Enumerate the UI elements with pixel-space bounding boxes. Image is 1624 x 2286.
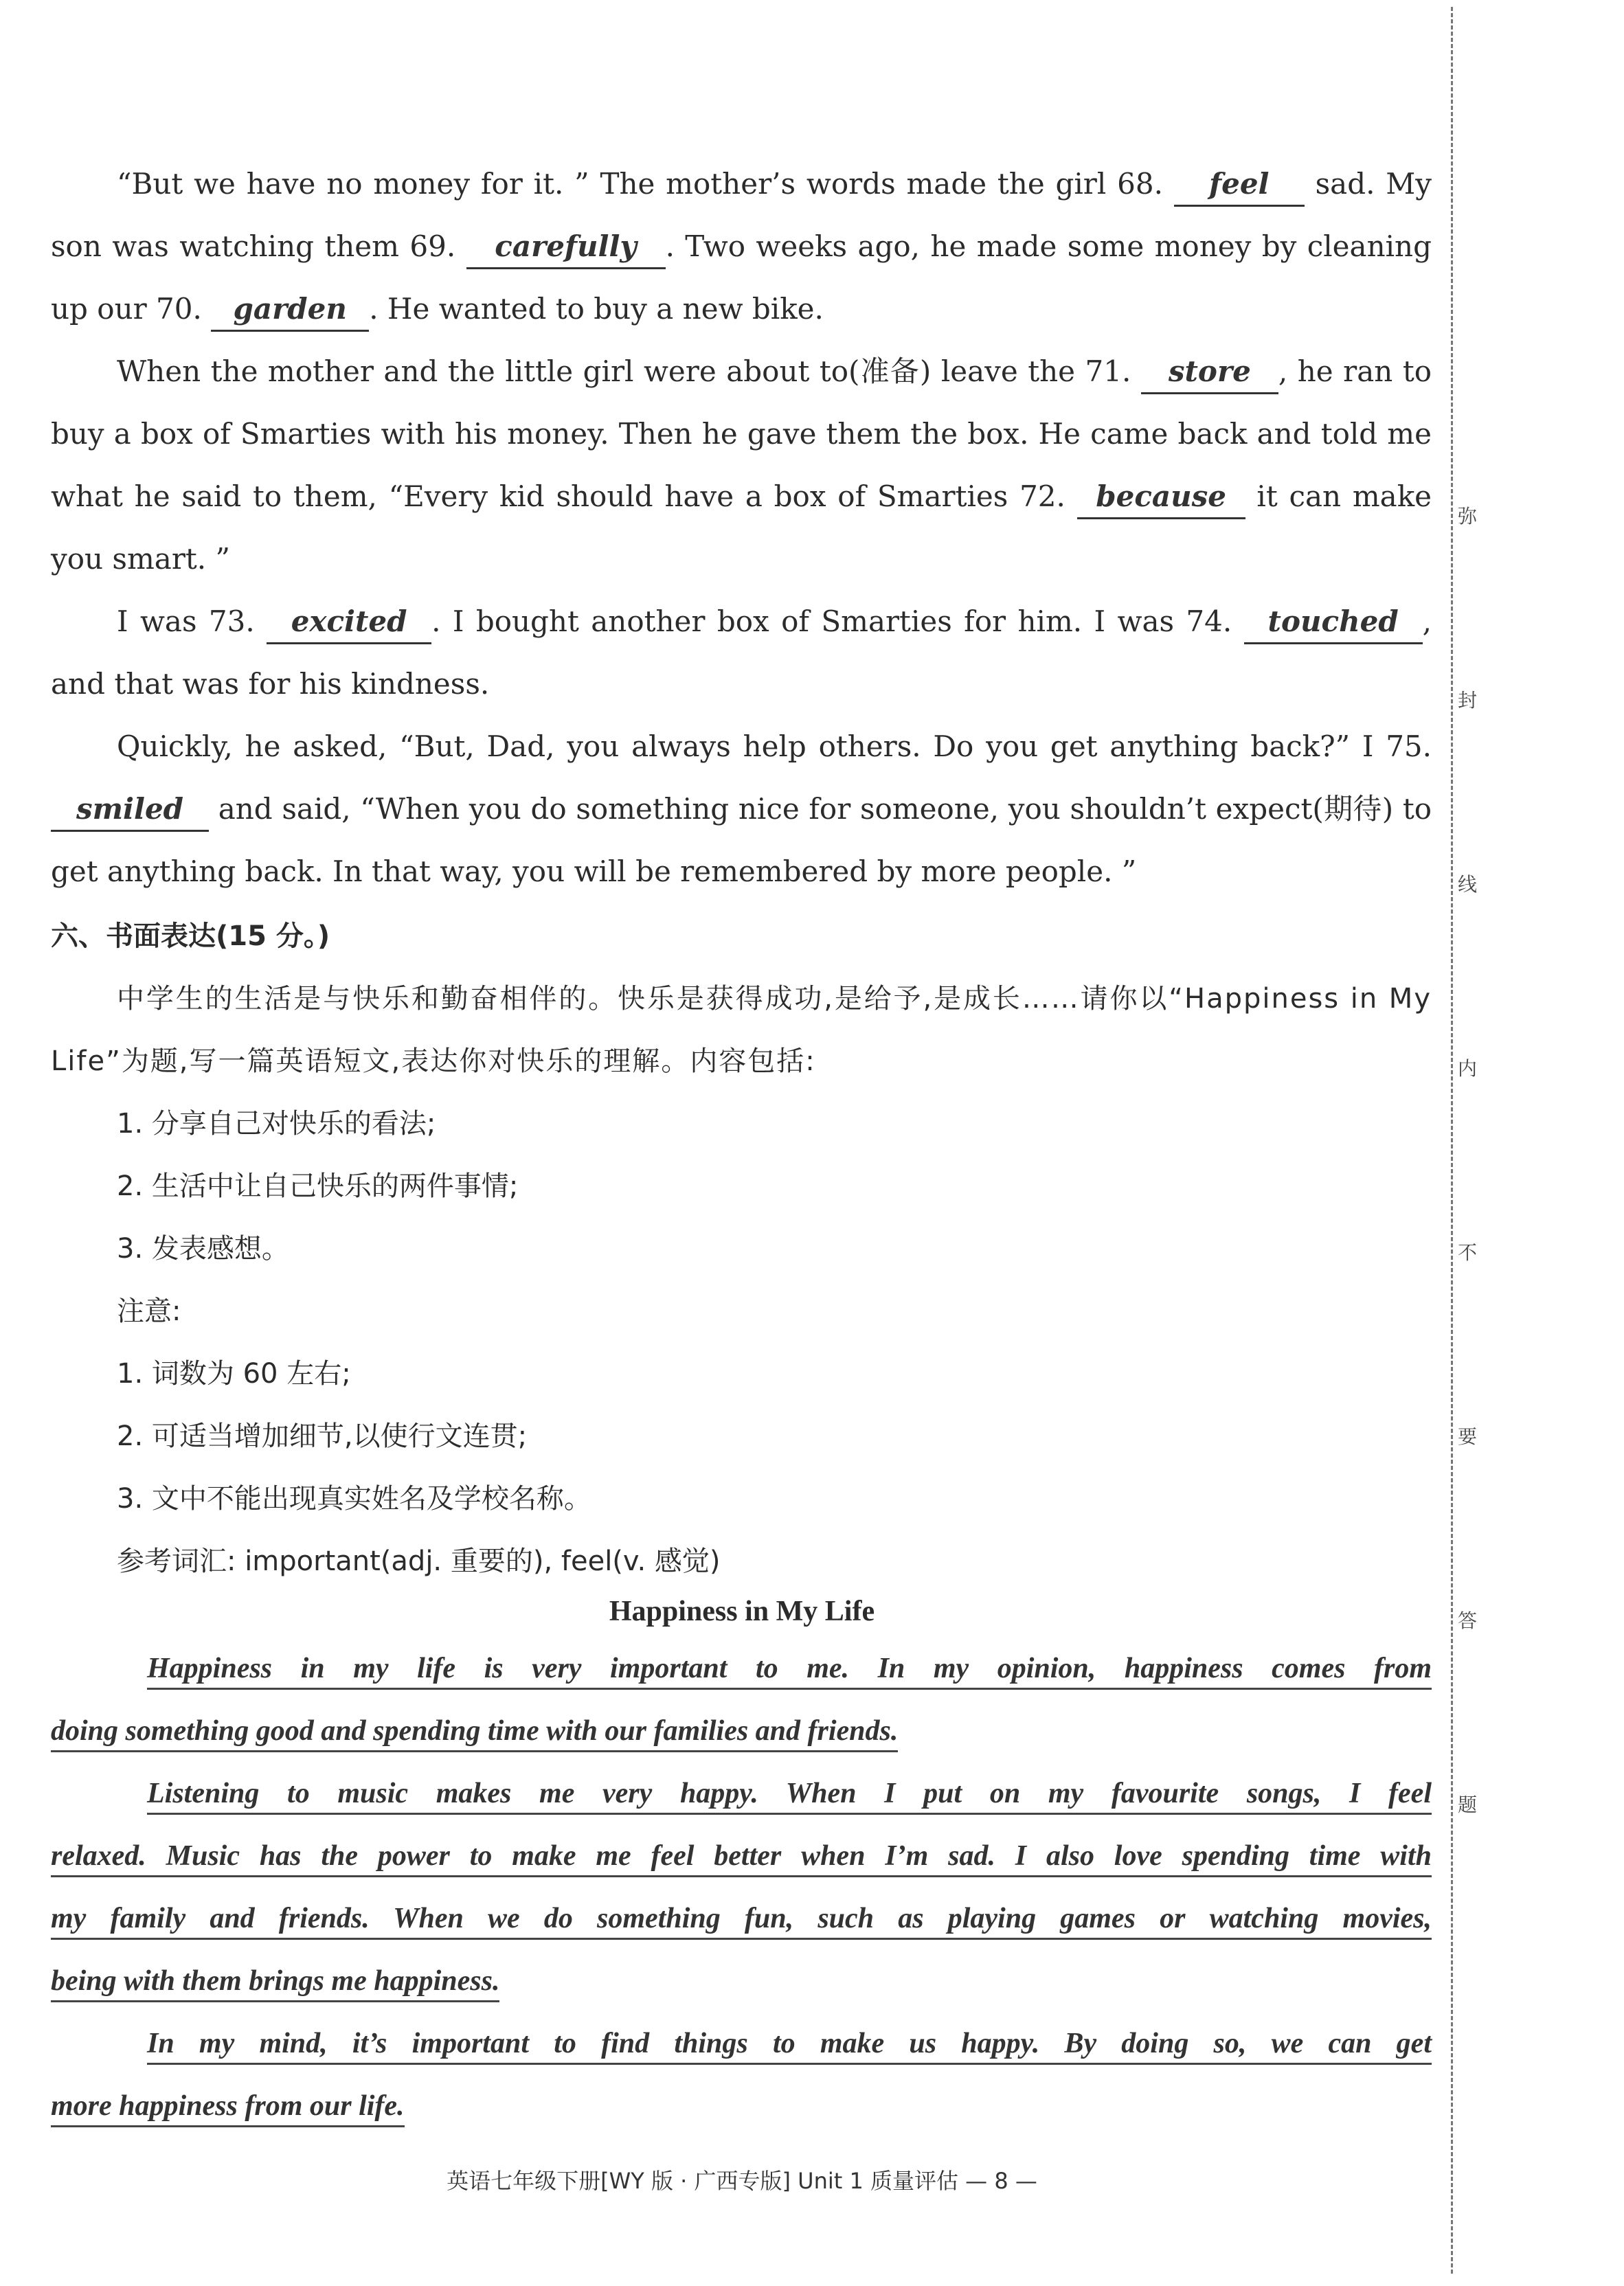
- content-point: 2. 生活中让自己快乐的两件事情;: [117, 1170, 519, 1202]
- answer-blank-75[interactable]: smiled: [51, 789, 209, 832]
- answer-blank-72[interactable]: because: [1077, 476, 1245, 519]
- answer-blank-69[interactable]: carefully: [466, 226, 666, 269]
- essay-line: my family and friends. When we do something fun, such as playing games or watching movies,: [51, 1902, 1432, 1965]
- passage-paragraph: I was 73. excited . I bought another box of Smarties for him. I was 74. touched , and that was for his kindness.: [51, 590, 1432, 715]
- essay-title: Happiness in My Life: [609, 1596, 875, 1627]
- content-point: 3. 发表感想。: [117, 1233, 289, 1265]
- binding-char: 不: [1458, 1241, 1478, 1264]
- binding-char: 弥: [1458, 505, 1478, 528]
- answer-blank-71[interactable]: store: [1141, 351, 1278, 394]
- notes-title: 注意:: [117, 1295, 181, 1327]
- section-title: 六、书面表达(15 分。): [51, 920, 330, 952]
- binding-char: 答: [1458, 1609, 1478, 1632]
- answer-blank-68[interactable]: feel: [1174, 163, 1305, 207]
- essay-line: relaxed. Music has the power to make me feel better when I’m sad. I also love spending time with: [51, 1840, 1432, 1902]
- writing-section: [51, 905, 1432, 1593]
- note-item: 2. 可适当增加细节,以使行文连贯;: [117, 1421, 528, 1452]
- essay-line: more happiness from our life.: [51, 2090, 1432, 2152]
- writing-prompt: 中学生的生活是与快乐和勤奋相伴的。快乐是获得成功,是给予,是成长……请你以“Happiness in My Life”为题,写一篇英语短文,表达你对快乐的理解。内容包括:: [51, 983, 1432, 1077]
- essay-answer[interactable]: [51, 1652, 1432, 2152]
- essay-line: Happiness in my life is very important to me. In my opinion, happiness comes from: [51, 1652, 1432, 1714]
- page-footer: 英语七年级下册[WY 版 · 广西专版] Unit 1 质量评估 — 8 —: [447, 2168, 1037, 2194]
- content-point: 1. 分享自己对快乐的看法;: [117, 1108, 436, 1140]
- passage-paragraph: “But we have no money for it. ” The mother’s words made the girl 68. feel sad. My son was watching them 69. carefully . Two weeks ago, he made some money by cleaning up our 70. garden . He wanted to buy a new bike.: [51, 152, 1432, 340]
- reference-vocabulary: 参考词汇: important(adj. 重要的), feel(v. 感觉): [117, 1546, 721, 1577]
- answer-blank-70[interactable]: garden: [211, 288, 369, 332]
- binding-char: 内: [1458, 1057, 1478, 1080]
- binding-char: 线: [1458, 873, 1478, 896]
- essay-line: being with them brings me happiness.: [51, 1965, 1432, 2027]
- passage-paragraph: Quickly, he asked, “But, Dad, you always help others. Do you get anything back?” I 75. smiled and said, “When you do something nice for someone, you shouldn’t expect(期待) to get anything back. In that way, you will be remembered by more people. ”: [51, 729, 1432, 888]
- note-item: 1. 词数为 60 左右;: [117, 1358, 351, 1390]
- essay-line: doing something good and spending time with our families and friends.: [51, 1714, 1432, 1777]
- binding-char: 要: [1458, 1425, 1478, 1448]
- binding-char: 封: [1458, 689, 1478, 712]
- essay-line: In my mind, it’s important to find things to make us happy. By doing so, we can get: [51, 2027, 1432, 2090]
- passage-paragraph: When the mother and the little girl were about to(准备) leave the 71. store , he ran to buy a box of Smarties with his money. Then he gave them the box. He came back and told me what he said to them, “Every kid should have a box of Smarties 72. because it can make you smart. ”: [51, 340, 1432, 590]
- note-item: 3. 文中不能出现真实姓名及学校名称。: [117, 1483, 591, 1515]
- answer-blank-73[interactable]: excited: [267, 601, 431, 644]
- cloze-passage: [51, 152, 1432, 903]
- binding-char: 题: [1458, 1793, 1478, 1816]
- answer-blank-74[interactable]: touched: [1244, 601, 1423, 644]
- essay-line: Listening to music makes me very happy. When I put on my favourite songs, I feel: [51, 1777, 1432, 1840]
- binding-dashed-line: [1451, 7, 1453, 2274]
